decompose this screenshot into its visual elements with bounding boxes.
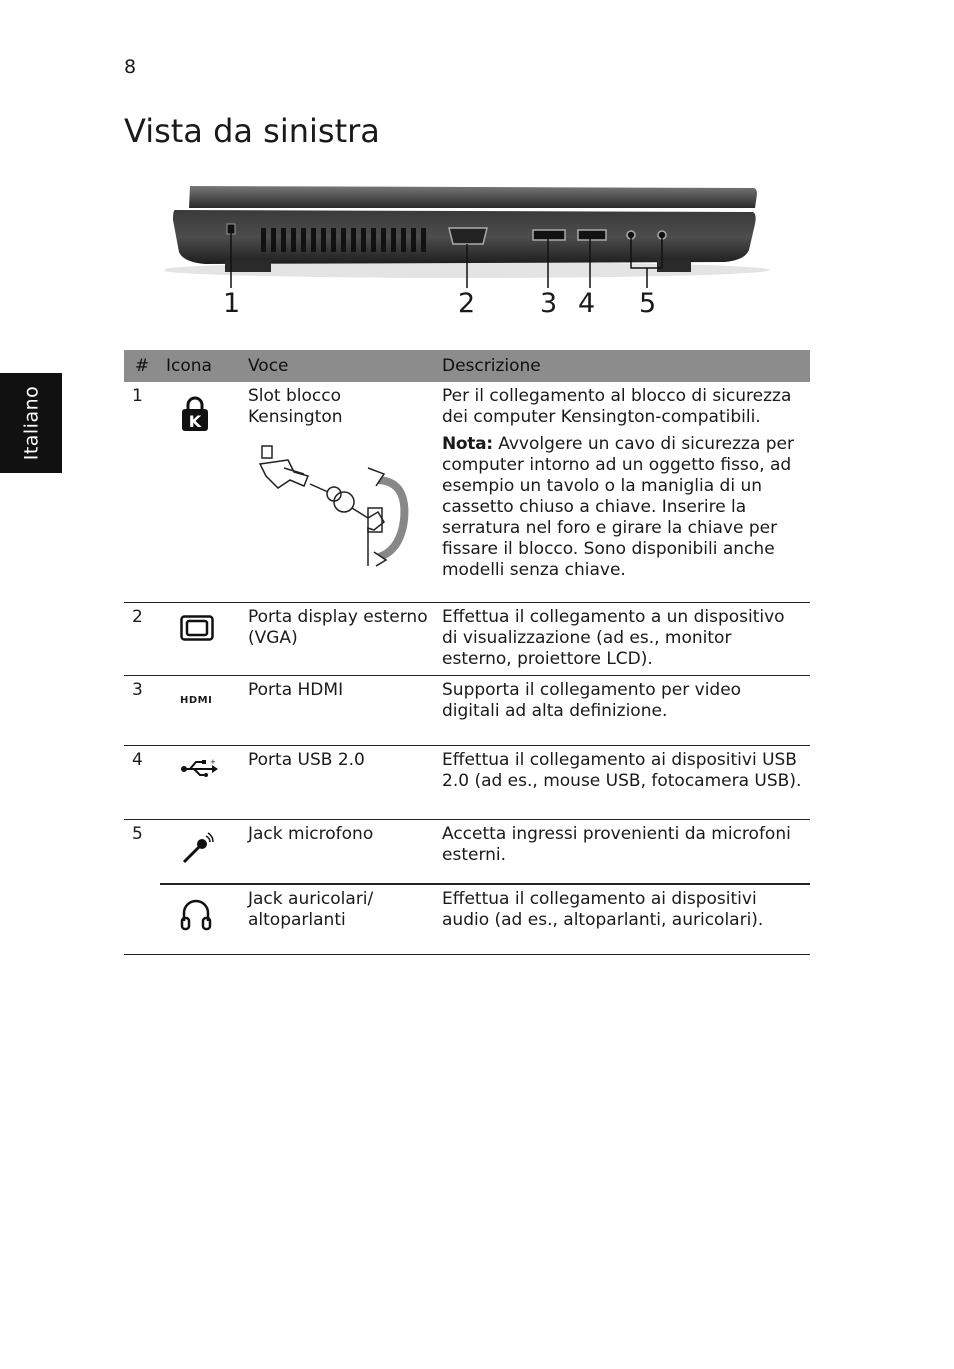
svg-text:+: + xyxy=(210,757,216,766)
headphones-icon xyxy=(180,897,212,931)
row-number: 4 xyxy=(124,745,160,819)
row-number: 1 xyxy=(124,382,160,602)
ports-table xyxy=(124,350,810,955)
row-number xyxy=(124,884,160,954)
svg-text:K: K xyxy=(188,412,202,431)
page-title: Vista da sinistra xyxy=(124,112,380,150)
row-item-name: Slot blocco Kensington xyxy=(248,386,343,427)
header-description: Descrizione xyxy=(436,350,810,382)
table-row xyxy=(124,819,810,884)
language-side-tab xyxy=(0,373,62,473)
note-text: Avvolgere un cavo di sicurezza per computer intorno ad un oggetto fisso, ad esempio un tavolo o la maniglia di un cassetto chiuso a chiave. Inserire la serratura nel foro e girare la chiave per fissare il blocco. Sono disponibili anche modelli senza chiave. xyxy=(442,434,795,580)
row-item-name: Jack microfono xyxy=(248,823,374,844)
callout-1: 1 xyxy=(223,288,241,319)
page-number: 8 xyxy=(124,56,137,78)
table-row xyxy=(124,675,810,745)
callout-3: 3 xyxy=(540,288,558,319)
row-description: Supporta il collegamento per video digitali ad alta definizione. xyxy=(436,675,810,745)
vga-port xyxy=(449,228,487,244)
lock-cable-illustration xyxy=(248,440,418,568)
microphone-icon xyxy=(180,832,214,866)
header-icon: Icona xyxy=(160,350,242,382)
row-description: Effettua il collegamento ai dispositivi audio (ad es., altoparlanti, auricolari). xyxy=(436,884,810,954)
usb-port xyxy=(578,230,606,240)
hdmi-icon: HDMI xyxy=(180,694,213,706)
row-description: Effettua il collegamento ai dispositivi USB 2.0 (ad es., mouse USB, fotocamera USB). xyxy=(436,745,810,819)
row-description: Effettua il collegamento a un dispositivo di visualizzazione (ad es., monitor esterno, proiettore LCD). xyxy=(436,602,810,675)
callout-4: 4 xyxy=(578,288,596,319)
kensington-lock-icon xyxy=(180,394,210,432)
row-description: Per il collegamento al blocco di sicurezza dei computer Kensington-compatibili. xyxy=(442,386,792,427)
row-number: 3 xyxy=(124,675,160,745)
hdmi-port xyxy=(533,230,565,240)
callout-2: 2 xyxy=(458,288,476,319)
row-item-name: Porta display esterno (VGA) xyxy=(242,602,436,675)
table-row xyxy=(124,884,810,954)
table-row xyxy=(124,382,810,602)
callout-5: 5 xyxy=(639,288,657,319)
table-header-row xyxy=(124,350,810,382)
language-tab-label: Italiano xyxy=(20,385,43,461)
table-row xyxy=(124,602,810,675)
row-description: Accetta ingressi provenienti da microfoni esterni. xyxy=(442,823,791,865)
header-item: Voce xyxy=(242,350,436,382)
row-number: 2 xyxy=(124,602,160,675)
row-item-name: Porta USB 2.0 xyxy=(242,745,436,819)
note-label: Nota: xyxy=(442,434,493,454)
header-num: # xyxy=(124,350,160,382)
vga-port-icon xyxy=(180,615,214,641)
row-number: 5 xyxy=(132,823,143,844)
row-item-name: Porta HDMI xyxy=(242,675,436,745)
usb-icon xyxy=(180,758,218,778)
table-row xyxy=(124,745,810,819)
vent-slots xyxy=(261,228,426,252)
row-item-name: Jack auricolari/ altoparlanti xyxy=(242,884,436,954)
